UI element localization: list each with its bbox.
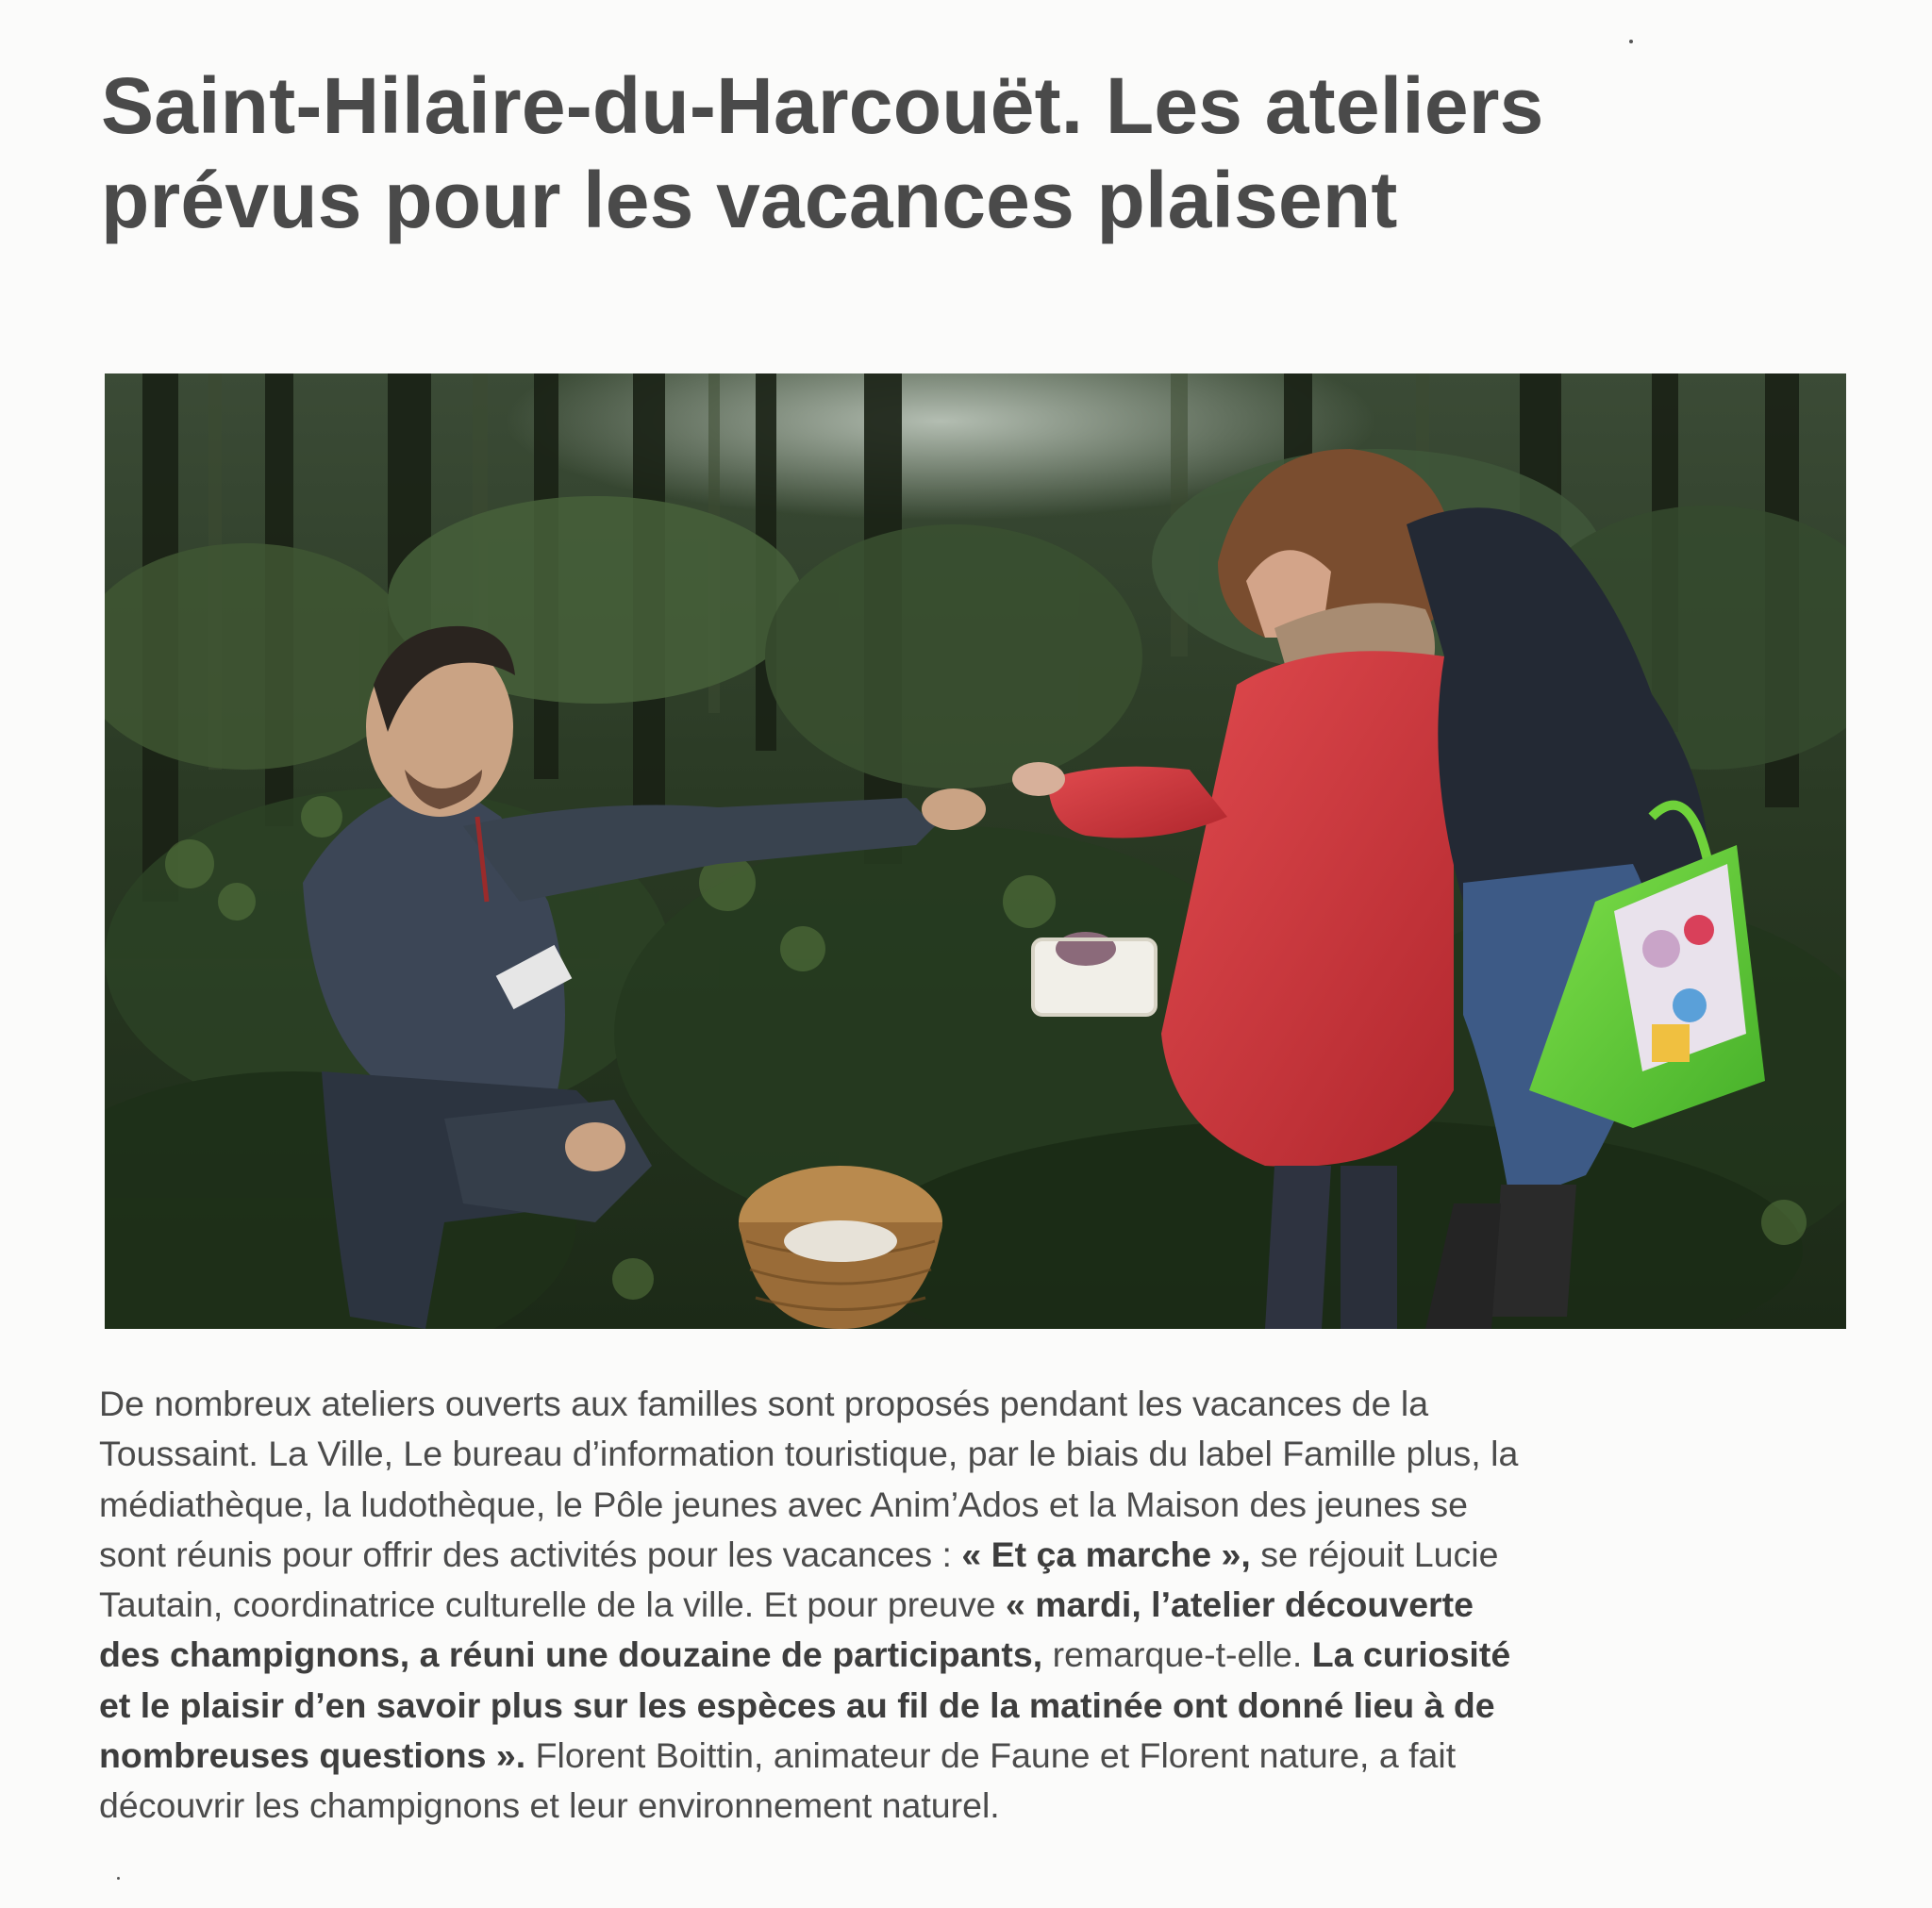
body-segment: De nombreux ateliers ouverts aux familles sont proposés pendant les vacances de la bbox=[99, 1384, 1429, 1423]
body-segment: Florent Boittin, animateur de Faune et Florent nature, a fait bbox=[525, 1735, 1457, 1776]
body-line bbox=[99, 1429, 1887, 1479]
body-quote-bold: « mardi, l’atelier découverte bbox=[1005, 1584, 1474, 1625]
body-line bbox=[99, 1630, 1887, 1680]
body-segment: Toussaint. La Ville, Le bureau d’information touristique, par le biais du label Famille plus, la bbox=[99, 1434, 1519, 1474]
title-line-2: prévus pour les vacances plaisent bbox=[101, 156, 1398, 244]
body-quote-bold: nombreuses questions ». bbox=[99, 1735, 526, 1776]
body-segment: remarque-t-elle. bbox=[1042, 1634, 1312, 1675]
scan-speck bbox=[117, 1877, 120, 1880]
body-quote-bold: et le plaisir d’en savoir plus sur les espèces au fil de la matinée ont donné lieu à de bbox=[99, 1684, 1495, 1725]
body-line bbox=[99, 1480, 1887, 1530]
body-segment: Tautain, coordinatrice culturelle de la ville. Et pour preuve bbox=[99, 1584, 1006, 1625]
body-line bbox=[99, 1781, 1887, 1831]
body-quote-bold: La curiosité bbox=[1311, 1634, 1511, 1675]
body-line bbox=[99, 1731, 1887, 1781]
body-segment: découvrir les champignons et leur environnement naturel. bbox=[99, 1785, 1000, 1826]
article-title bbox=[101, 58, 1874, 247]
body-line bbox=[99, 1580, 1887, 1630]
body-line bbox=[99, 1379, 1887, 1429]
body-segment: se réjouit Lucie bbox=[1250, 1534, 1499, 1574]
body-line bbox=[99, 1681, 1887, 1731]
article-photo bbox=[105, 373, 1846, 1329]
photo-mushroom-workshop-icon bbox=[105, 373, 1846, 1329]
body-segment: sont réunis pour offrir des activités pour les vacances : bbox=[99, 1534, 962, 1574]
title-line-1: Saint-Hilaire-du-Harcouët. Les ateliers bbox=[101, 61, 1544, 150]
article-body bbox=[99, 1379, 1887, 1832]
body-segment: médiathèque, la ludothèque, le Pôle jeunes avec Anim’Ados et la Maison des jeunes se bbox=[99, 1484, 1468, 1524]
body-line bbox=[99, 1530, 1887, 1580]
body-quote-bold: « Et ça marche », bbox=[961, 1534, 1251, 1574]
scan-speck bbox=[1629, 40, 1633, 43]
body-quote-bold: des champignons, a réuni une douzaine de participants, bbox=[99, 1634, 1043, 1675]
